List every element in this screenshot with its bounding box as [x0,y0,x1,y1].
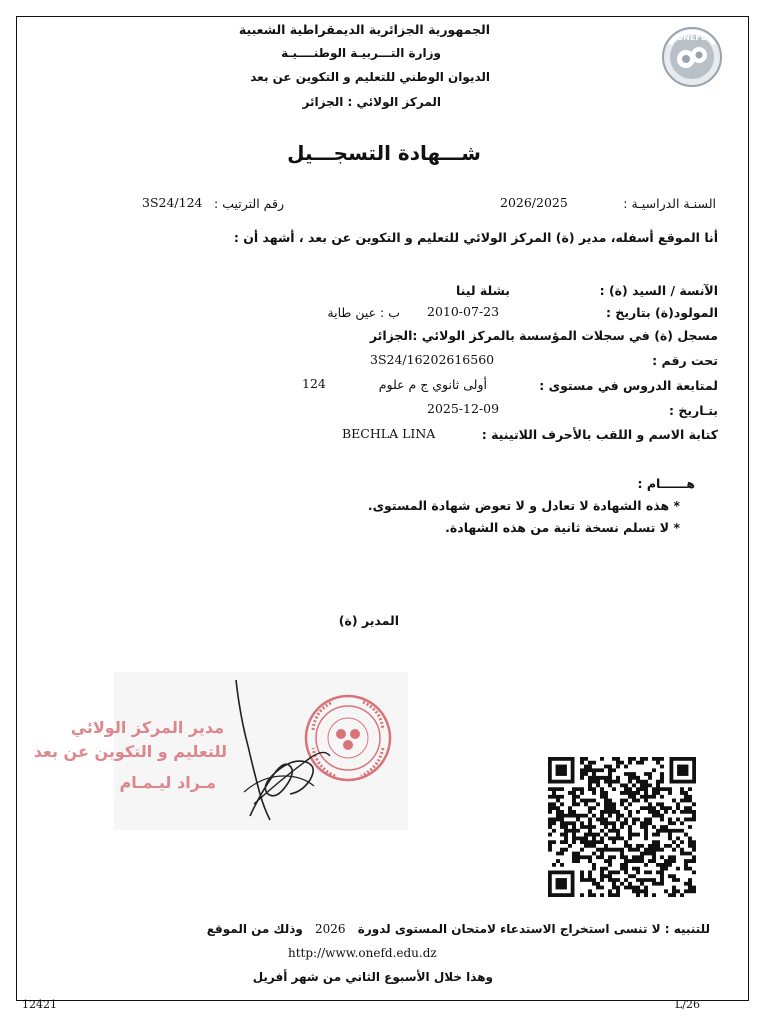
footer-left-number: 12421 [22,998,57,1011]
header-ministry: وزارة التـــربيـة الوطنــــيـة [281,46,441,60]
notes-heading: هــــــام : [637,476,695,491]
intro-text: أنا الموقع أسفله، مدير (ة) المركز الولائي للتعليم و التكوين عن بعد ، أشهد أن : [233,230,718,245]
stamp-line-3: مـراد ليـمـام [119,773,216,792]
qr-finder [550,759,573,782]
name-label: الآنسة / السيد (ة) : [599,283,718,298]
dob-label: المولود(ة) بتاريخ : [605,305,718,320]
note-2: * لا تسلم نسخة ثانية من هذه الشهادة. [445,520,680,535]
note-1: * هذه الشهادة لا تعادل و لا تعوض شهادة المستوى. [367,498,680,513]
latin-name-label: كتابة الاسم و اللقب بالأحرف اللاتينية : [481,427,718,442]
date-value: 2025-12-09 [427,401,500,416]
header-center: المركز الولائي : الجزائر [302,95,441,109]
signature [230,676,340,826]
level-label: لمتابعة الدروس في مستوى : [539,378,718,393]
footer-period: وهذا خلال الأسبوع الثاني من شهر أفريل [252,970,493,984]
rank-value: 3S24/124 [142,195,203,210]
director-label: المدير (ة) [338,613,399,628]
logo-text: ONEFD [676,33,708,42]
footer-warning-year: 2026 [315,922,346,936]
header-republic: الجمهورية الجزائرية الديمقراطية الشعبية [238,22,490,37]
dob-value: 2010-07-23 [427,304,500,319]
qr-finder [550,872,573,895]
school-year-label: السنـة الدراسيـة : [623,196,716,211]
stamp-line-2: للتعليم و التكوين عن بعد [33,742,227,761]
document-title: شـــهادة التسجـــيل [287,141,481,165]
latin-name-value: BECHLA LINA [342,426,436,441]
level-value: أولى ثانوي ج م علوم [378,377,487,392]
date-label: بتـاريخ : [668,403,718,418]
qr-code [548,757,696,897]
onefd-logo [656,26,728,88]
level-code: 124 [302,376,326,391]
header-office: الديوان الوطني للتعليم و التكوين عن بعد [250,70,490,84]
number-value: 3S24/16202616560 [370,352,495,367]
registered-text: مسجل (ة) في سجلات المؤسسة بالمركز الولائي :الجزائر [369,328,718,343]
footer-warning [207,922,710,936]
qr-finder [671,759,694,782]
footer-warning-pre: للتنبيه : لا تنسى استخراج الاستدعاء لامتحان المستوى لدورة [357,922,710,936]
name-value: بشلة لينا [455,283,510,298]
school-year-value: 2026/2025 [500,195,568,210]
footer-url[interactable]: http://www.onefd.edu.dz [288,946,437,960]
footer-warning-post: وذلك من الموقع [206,922,303,936]
footer-right-number: L/26 [675,998,701,1011]
rank-label: رقم الترتيب : [214,196,284,211]
pob-value: ب : عين طاية [327,305,400,320]
number-label: تحت رقم : [652,353,718,368]
stamp-line-1: مدير المركز الولائي [70,718,224,737]
